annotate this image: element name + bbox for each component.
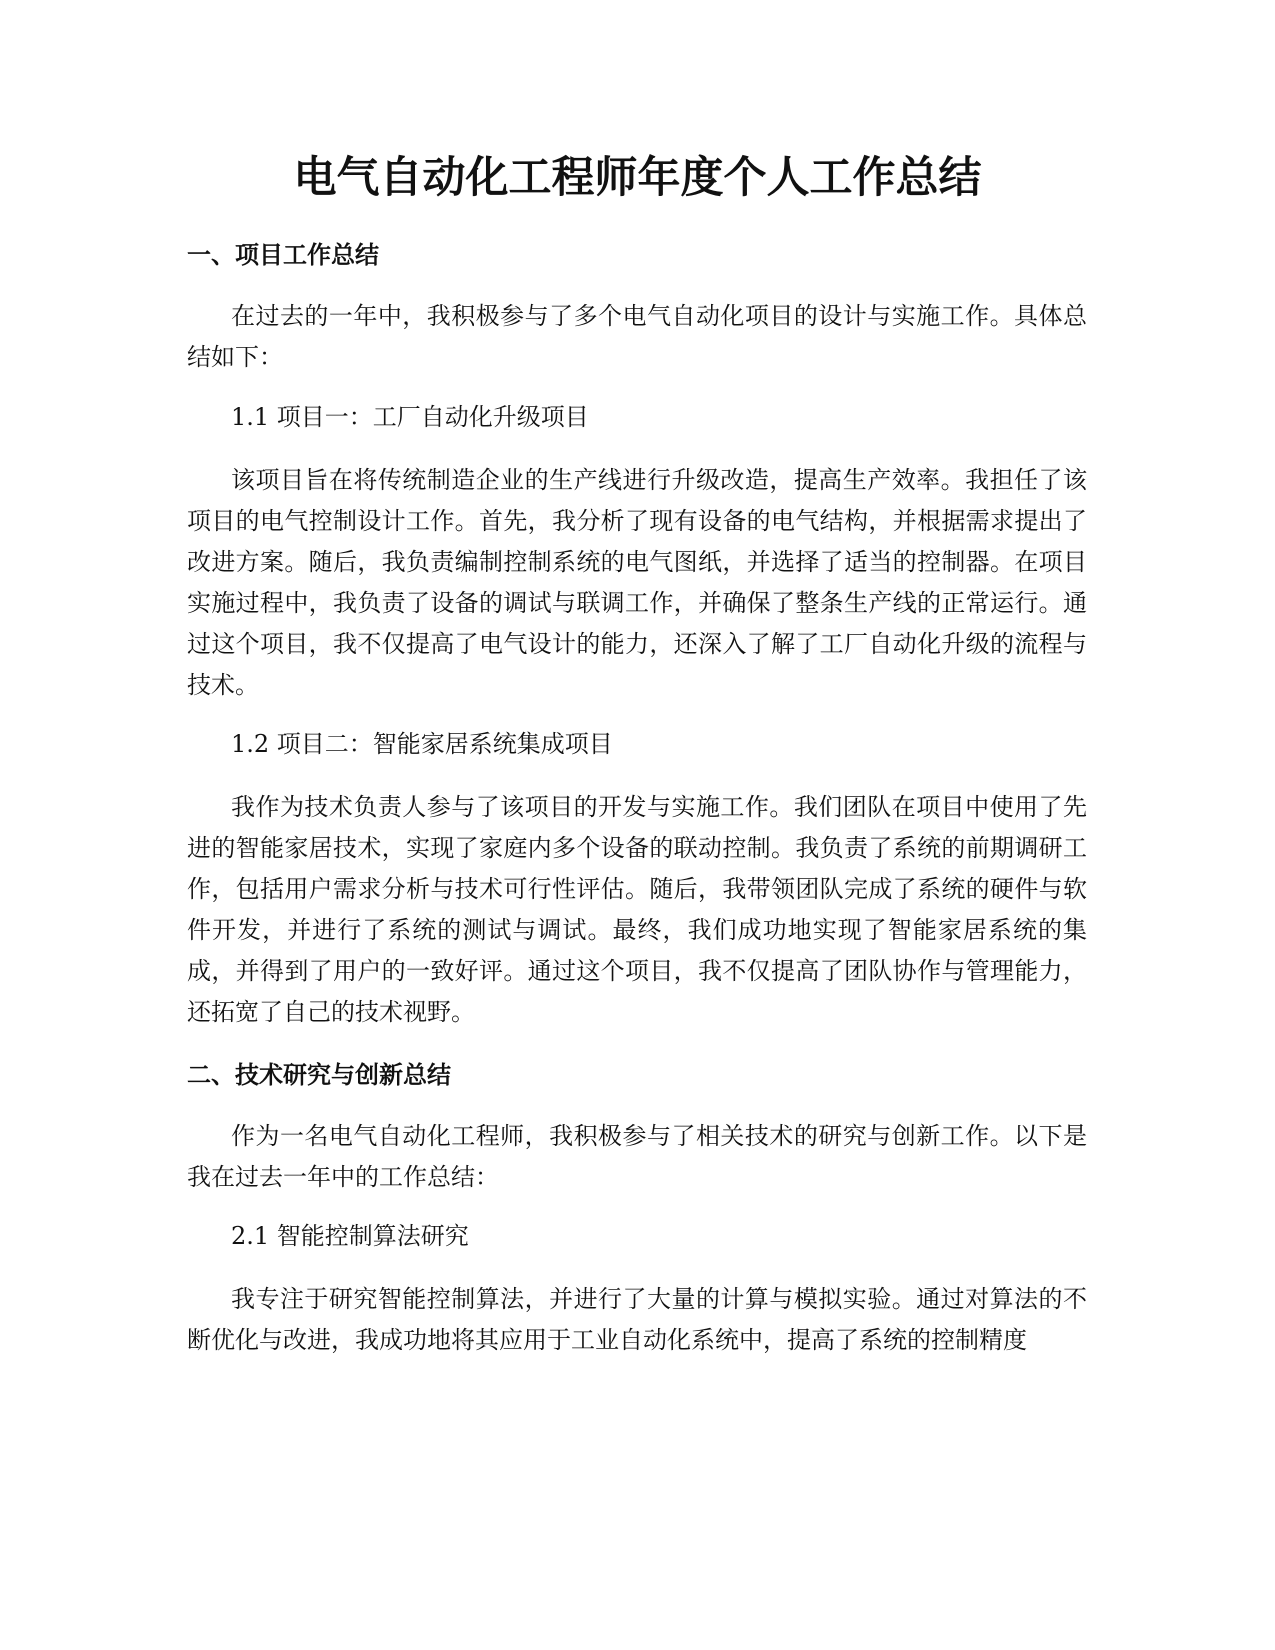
document-title: 电气自动化工程师年度个人工作总结 <box>293 153 982 203</box>
subsection-heading-1-1: 1.1 项目一：工厂自动化升级项目 <box>231 403 589 431</box>
subsection-1-2-paragraph: 我作为技术负责人参与了该项目的开发与实施工作。我们团队在项目中使用了先进的智能家居技术，实现了家庭内多个设备的联动控制。我负责了系统的前期调研工作，包括用户需求分析与技术可行性评估。随后，我带领团队完成了系统的硬件与软件开发，并进行了系统的测试与调试。最终，我们成功地实现了智能家居系统的集成，并得到了用户的一致好评。通过这个项目，我不仅提高了团队协作与管理能力，还拓宽了自己的技术视野。 <box>187 793 1087 1026</box>
section2-intro-paragraph: 作为一名电气自动化工程师，我积极参与了相关技术的研究与创新工作。以下是我在过去一年中的工作总结： <box>187 1122 1087 1191</box>
section1-intro-paragraph: 在过去的一年中，我积极参与了多个电气自动化项目的设计与实施工作。具体总结如下： <box>187 302 1087 371</box>
section-heading-project-summary: 一、项目工作总结 <box>187 241 379 269</box>
subsection-2-1-paragraph: 我专注于研究智能控制算法，并进行了大量的计算与模拟实验。通过对算法的不断优化与改进，我成功地将其应用于工业自动化系统中，提高了系统的控制精度 <box>187 1285 1087 1354</box>
subsection-heading-2-1: 2.1 智能控制算法研究 <box>231 1222 469 1250</box>
section-heading-tech-research: 二、技术研究与创新总结 <box>187 1061 451 1089</box>
subsection-heading-1-2: 1.2 项目二：智能家居系统集成项目 <box>231 730 613 758</box>
subsection-1-1-paragraph: 该项目旨在将传统制造企业的生产线进行升级改造，提高生产效率。我担任了该项目的电气控制设计工作。首先，我分析了现有设备的电气结构，并根据需求提出了改进方案。随后，我负责编制控制系统的电气图纸，并选择了适当的控制器。在项目实施过程中，我负责了设备的调试与联调工作，并确保了整条生产线的正常运行。通过这个项目，我不仅提高了电气设计的能力，还深入了解了工厂自动化升级的流程与技术。 <box>187 466 1087 699</box>
